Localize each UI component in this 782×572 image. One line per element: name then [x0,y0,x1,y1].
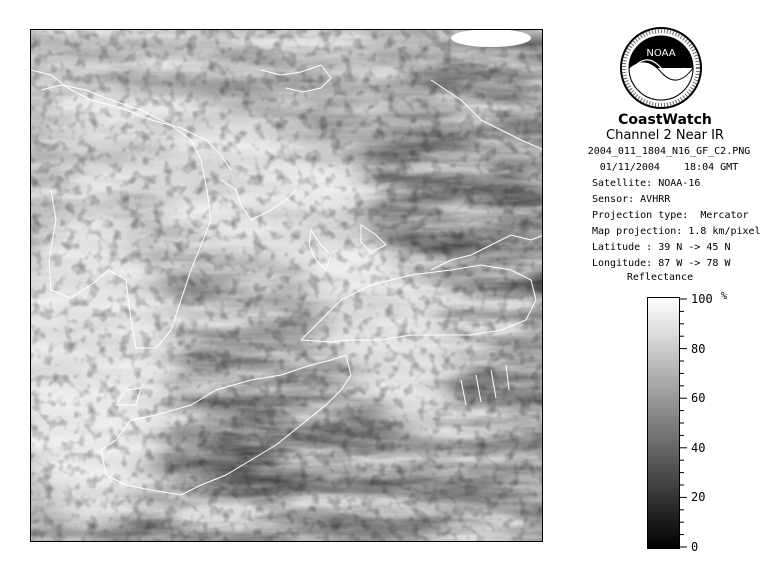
legend-title: Reflectance [626,272,694,283]
datetime-label: 01/11/2004 18:04 GMT [599,162,739,173]
map-projection-label: Map projection: 1.8 km/pixel [592,226,761,237]
noaa-emblem-icon [619,26,703,110]
map-canvas [31,30,543,542]
cloud-shadows [31,30,543,542]
noaa-logo-text: NOAA [646,48,676,59]
tick-label: 20 [691,490,706,505]
latitude-label: Latitude : 39 N -> 45 N [592,242,731,253]
satellite-image [30,29,543,542]
sensor-label: Sensor: AVHRR [592,194,671,205]
tick-label: 0 [691,540,699,554]
tick-label: 40 [691,440,706,455]
longitude-label: Longitude: 87 W -> 78 W [592,258,731,269]
tick-label: 100 [691,292,713,306]
filename-label: 2004_011_1804_N16_GF_C2.PNG [587,146,751,157]
satellite-label: Satellite: NOAA-16 [592,178,701,189]
channel-title: Channel 2 Near IR [606,128,724,143]
colorbar-ticks [680,297,740,549]
projection-type-label: Projection type: Mercator [592,210,749,221]
tick-label: 80 [691,341,706,356]
reflectance-colorbar [647,297,680,549]
tick-label: 60 [691,391,706,406]
legend-unit: % [721,291,728,302]
app-title: CoastWatch [618,112,712,128]
